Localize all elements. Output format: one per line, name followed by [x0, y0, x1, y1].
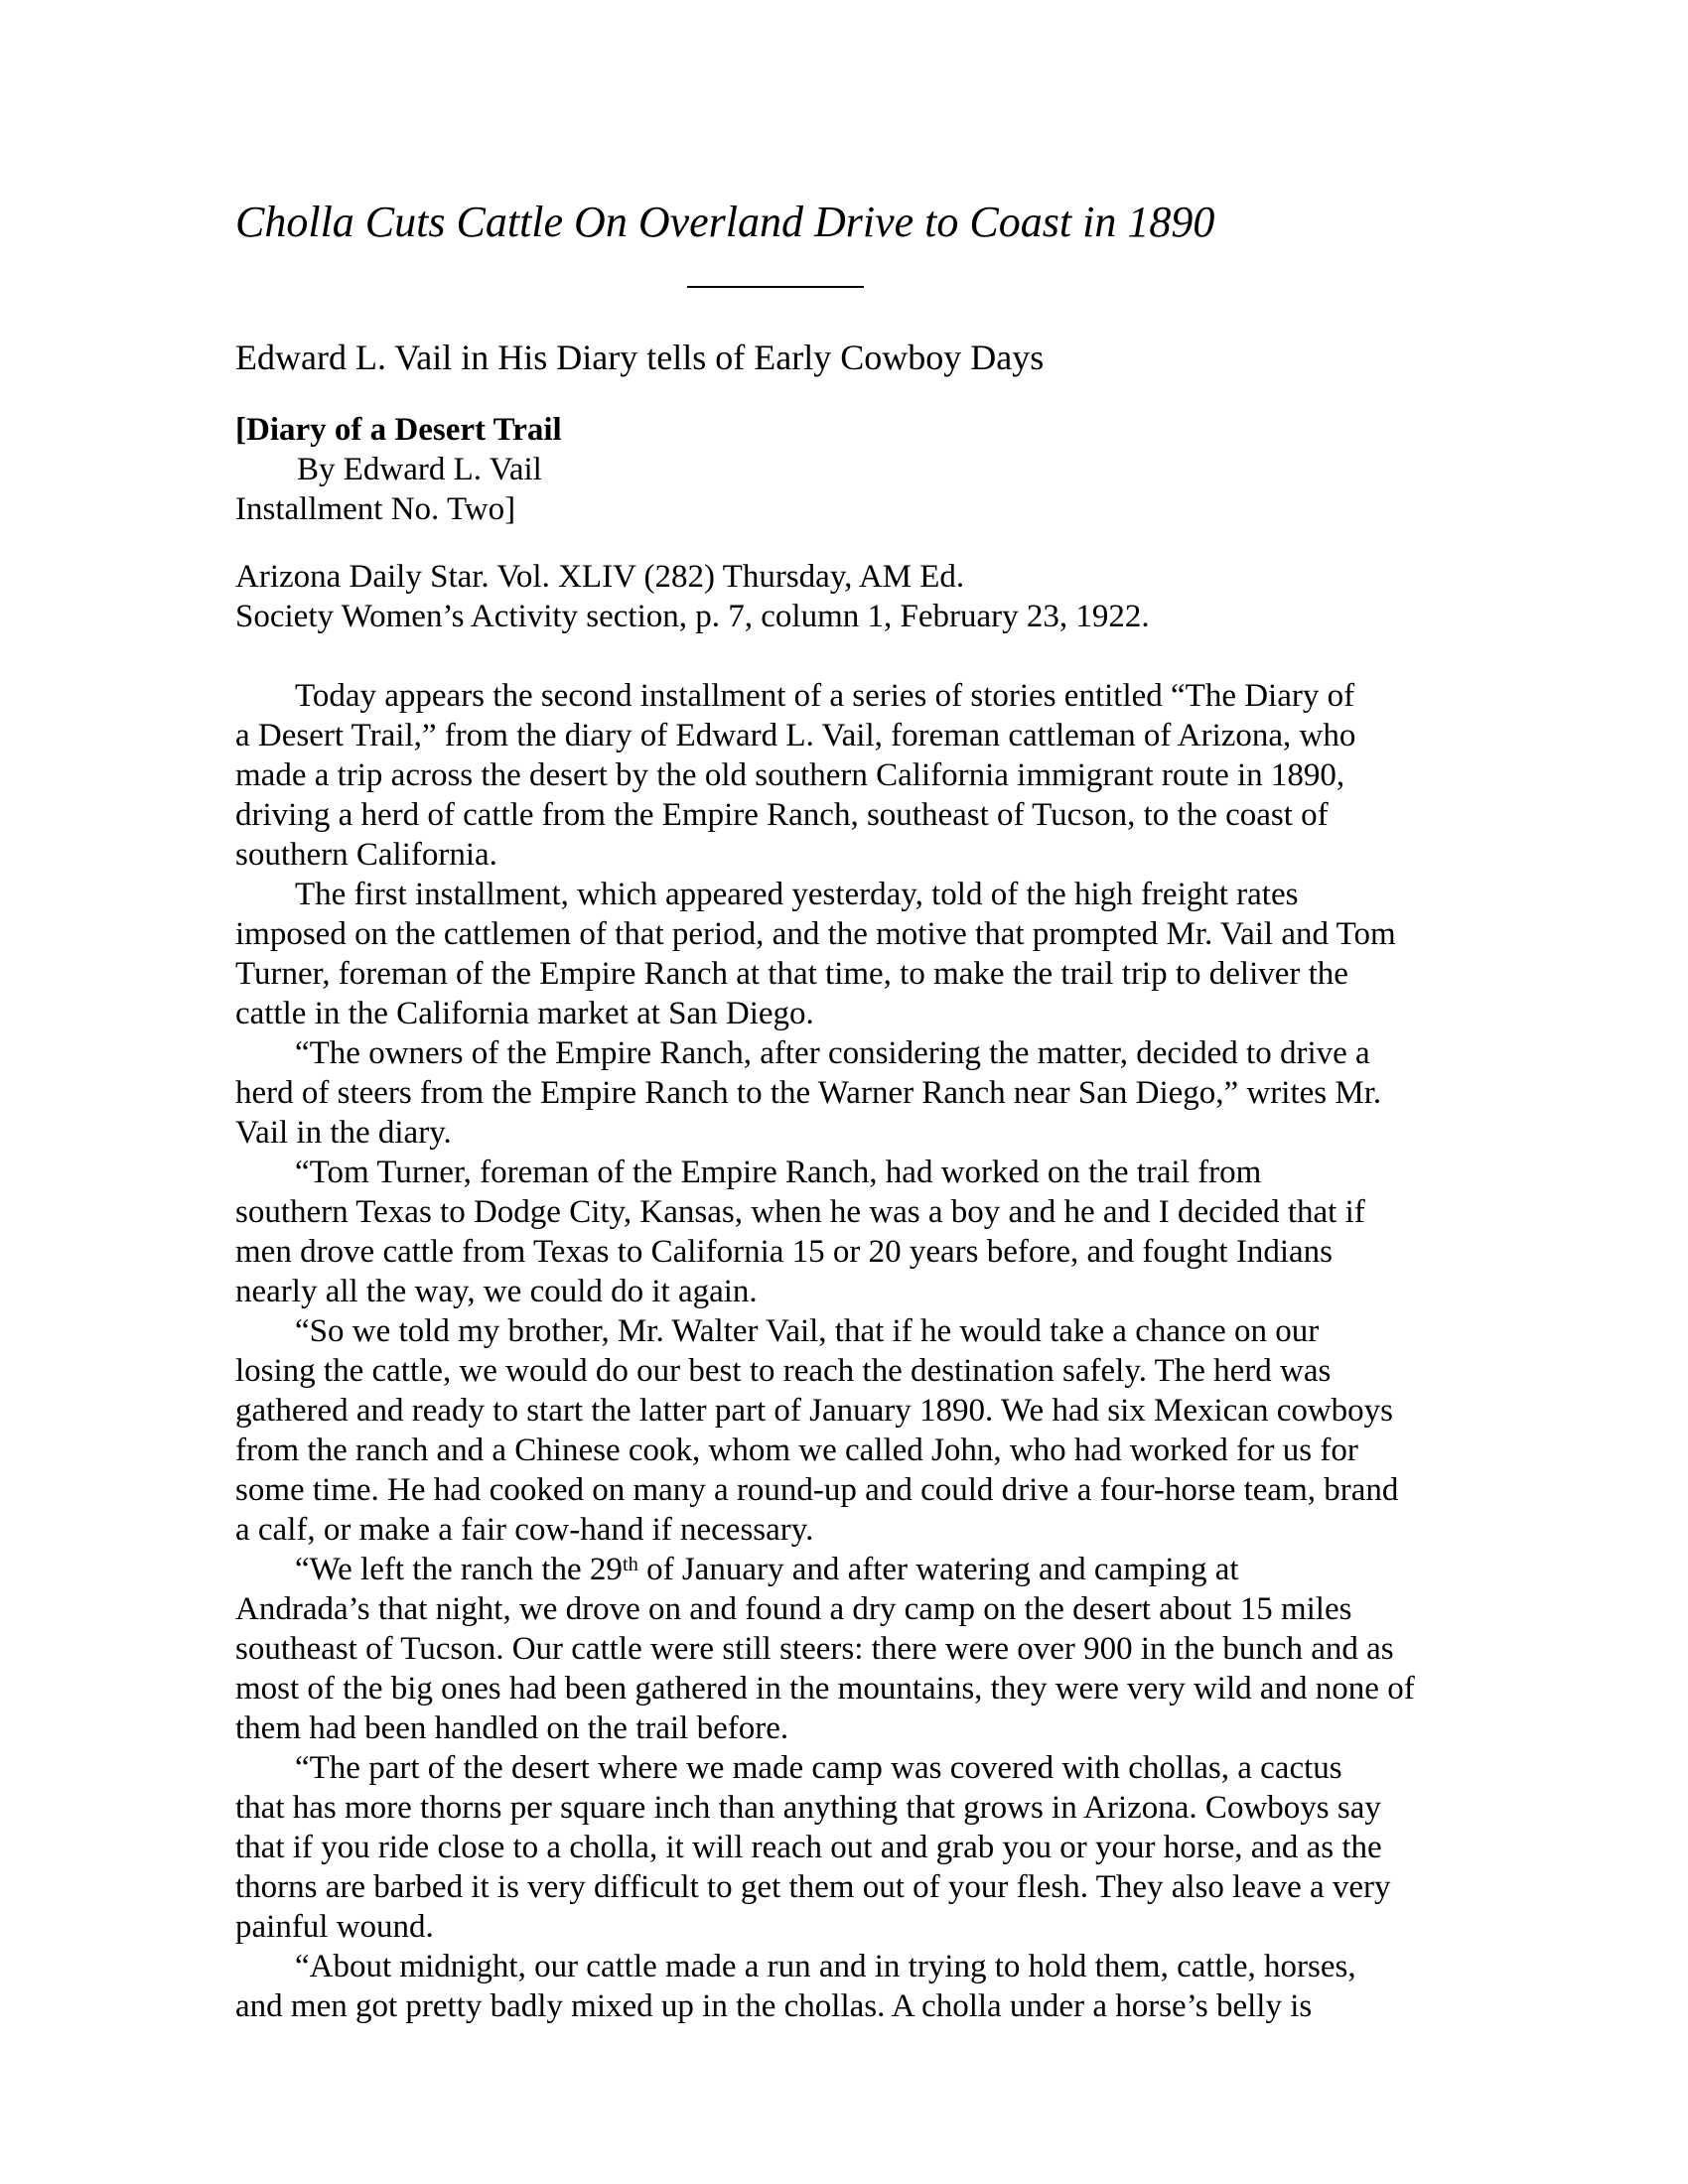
byline-author: By Edward L. Vail: [297, 452, 542, 487]
text-line: Andrada’s that night, we drove on and found a dry camp on the desert about 15 miles: [235, 1591, 1352, 1627]
text-line: “We left the ranch the 29th of January and after watering and camping at: [295, 1552, 1239, 1587]
text-line: gathered and ready to start the latter part of January 1890. We had six Mexican cowboys: [235, 1393, 1394, 1429]
paragraph: [235, 1153, 1509, 1311]
text-line: cattle in the California market at San Diego.: [235, 996, 814, 1031]
text-line: “So we told my brother, Mr. Walter Vail, that if he would take a chance on our: [295, 1313, 1320, 1349]
divider-rule: [687, 286, 864, 288]
text-line: Turner, foreman of the Empire Ranch at that time, to make the trail trip to deliver the: [235, 956, 1348, 992]
text-line: from the ranch and a Chinese cook, whom we called John, who had worked for us for: [235, 1433, 1358, 1468]
document-title: Cholla Cuts Cattle On Overland Drive to Coast in 1890: [235, 198, 1215, 246]
text-line: made a trip across the desert by the old southern California immigrant route in 1890,: [235, 757, 1345, 793]
source-block: [235, 557, 1509, 636]
text-line: that has more thorns per square inch than anything that grows in Arizona. Cowboys say: [235, 1790, 1381, 1826]
text-line: them had been handled on the trail before.: [235, 1710, 789, 1746]
superscript-text: th: [622, 1553, 638, 1575]
paragraph: [235, 1033, 1509, 1153]
body-paragraphs: [235, 676, 1509, 2026]
text-line: “Tom Turner, foreman of the Empire Ranch, had worked on the trail from: [295, 1155, 1262, 1190]
text-line: herd of steers from the Empire Ranch to the Warner Ranch near San Diego,” writes Mr.: [235, 1075, 1382, 1111]
text-line: thorns are barbed it is very difficult to get them out of your flesh. They also leave a very: [235, 1869, 1391, 1905]
text-line: a Desert Trail,” from the diary of Edward L. Vail, foreman cattleman of Arizona, who: [235, 718, 1356, 753]
text-line: driving a herd of cattle from the Empire Ranch, southeast of Tucson, to the coast of: [235, 797, 1329, 833]
byline-bracket-title: [Diary of a Desert Trail: [235, 412, 562, 448]
text-line: The first installment, which appeared yesterday, told of the high freight rates: [295, 877, 1299, 912]
paragraph: [235, 875, 1509, 1033]
text-line: painful wound.: [235, 1909, 434, 1945]
text-line: “The part of the desert where we made camp was covered with chollas, a cactus: [295, 1750, 1342, 1786]
text-line: some time. He had cooked on many a round-up and could drive a four-horse team, brand: [235, 1472, 1399, 1508]
text-line: imposed on the cattlemen of that period, and the motive that prompted Mr. Vail and Tom: [235, 916, 1396, 952]
text-line: southeast of Tucson. Our cattle were still steers: there were over 900 in the bunch and as: [235, 1631, 1394, 1667]
paragraph: [235, 1947, 1509, 2026]
paragraph: [235, 676, 1509, 875]
byline-installment: Installment No. Two]: [235, 491, 516, 527]
paragraph: [235, 1311, 1509, 1550]
text-line: Vail in the diary.: [235, 1115, 452, 1151]
text-line: southern Texas to Dodge City, Kansas, when he was a boy and he and I decided that if: [235, 1194, 1365, 1230]
text-line: a calf, or make a fair cow-hand if necessary.: [235, 1512, 814, 1548]
source-publication: Arizona Daily Star. Vol. XLIV (282) Thursday, AM Ed.: [235, 559, 965, 595]
text-line: most of the big ones had been gathered in the mountains, they were very wild and none of: [235, 1671, 1415, 1706]
document-subtitle: Edward L. Vail in His Diary tells of Early Cowboy Days: [235, 338, 1045, 377]
text-line: men drove cattle from Texas to California 15 or 20 years before, and fought Indians: [235, 1234, 1333, 1270]
paragraph: [235, 1748, 1509, 1947]
byline-block: [235, 410, 1509, 529]
source-section: Society Women’s Activity section, p. 7, column 1, February 23, 1922.: [235, 599, 1150, 634]
text-line: nearly all the way, we could do it again.: [235, 1274, 758, 1309]
text-line: losing the cattle, we would do our best to reach the destination safely. The herd was: [235, 1353, 1332, 1389]
text-line: southern California.: [235, 837, 497, 873]
paragraph: [235, 1550, 1509, 1748]
text-line: “About midnight, our cattle made a run and in trying to hold them, cattle, horses,: [295, 1949, 1356, 1984]
text-line: and men got pretty badly mixed up in the chollas. A cholla under a horse’s belly is: [235, 1988, 1313, 2024]
text-line: Today appears the second installment of a series of stories entitled “The Diary of: [295, 678, 1355, 714]
text-line: “The owners of the Empire Ranch, after considering the matter, decided to drive a: [295, 1035, 1370, 1071]
text-line: that if you ride close to a cholla, it will reach out and grab you or your horse, and as the: [235, 1830, 1382, 1865]
